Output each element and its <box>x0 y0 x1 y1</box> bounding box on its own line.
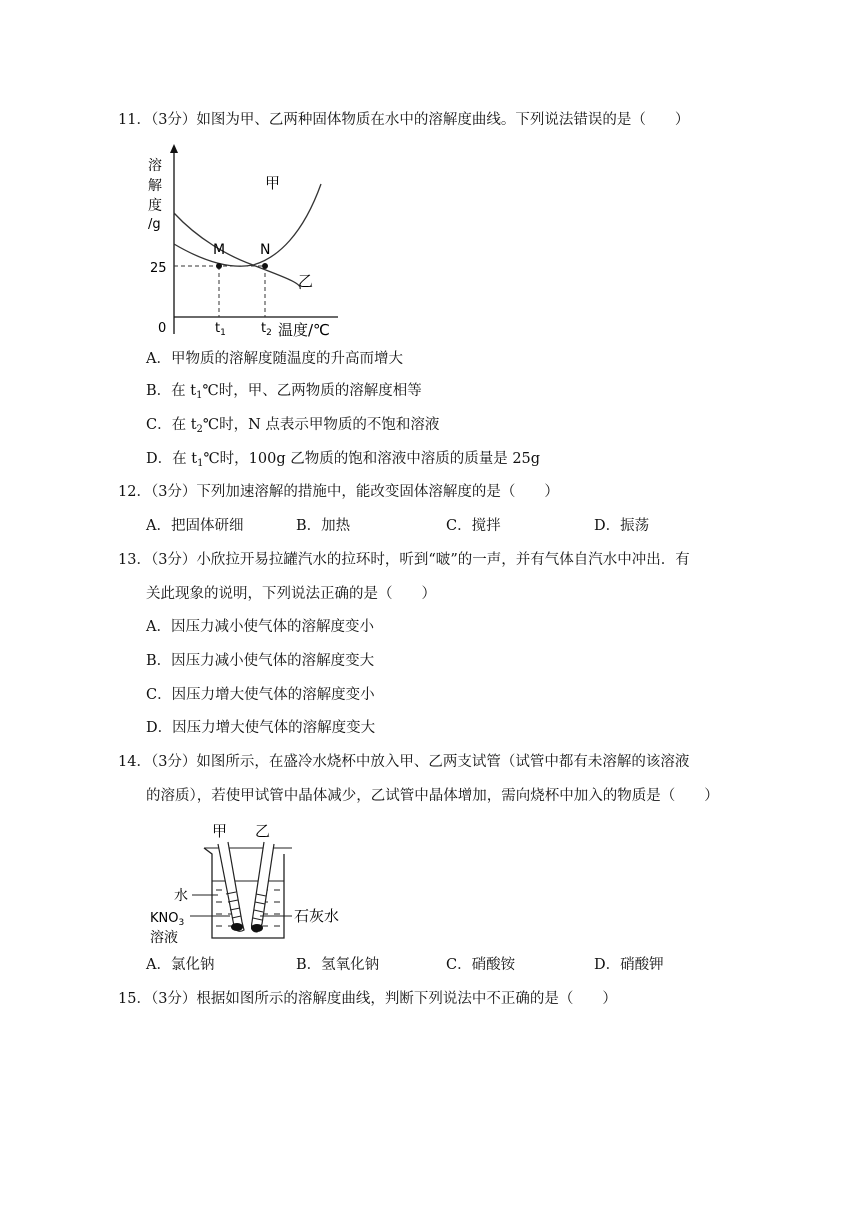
q14-option-b: B．氢氧化钠 <box>296 957 380 973</box>
y-tick-25: 25 <box>150 261 167 276</box>
q13-stem-line2: 关此现象的说明，下列说法正确的是（ ） <box>146 586 436 602</box>
label-tube-yi: 乙 <box>255 822 271 840</box>
crystals-jia <box>231 923 243 931</box>
q12-option-a: A．把固体研细 <box>146 518 244 534</box>
label-yi: 乙 <box>298 272 314 290</box>
label-jia: 甲 <box>265 174 281 192</box>
q12-option-d: D．振荡 <box>594 518 650 534</box>
label-tube-jia: 甲 <box>212 822 228 840</box>
point-n <box>262 263 268 269</box>
q14-option-d: D．硝酸钾 <box>594 957 664 973</box>
label-kno3: $KNO_3$ <box>150 911 185 928</box>
beaker <box>204 848 284 938</box>
q13-option-a: A．因压力减小使气体的溶解度变小 <box>146 619 374 635</box>
y-label-char-3: 度 <box>148 198 162 214</box>
tube-jia <box>218 842 244 931</box>
tick-t1: $t_1$ <box>215 321 226 338</box>
y-label-char-1: 溶 <box>148 158 162 174</box>
origin-label: 0 <box>158 321 167 336</box>
crystals-yi <box>251 924 263 932</box>
curve-yi <box>174 213 300 289</box>
q11-solubility-figure <box>138 144 348 344</box>
q12-stem: 12．（3分）下列加速溶解的措施中，能改变固体溶解度的是（ ） <box>118 484 559 500</box>
water-dashes <box>216 890 280 926</box>
q14-option-a: A．氯化钠 <box>146 957 215 973</box>
q13-stem-line1: 13．（3分）小欣拉开易拉罐汽水的拉环时，听到“啵”的一声，并有气体自汽水中冲出．有 <box>118 552 690 568</box>
q13-option-c: C．因压力增大使气体的溶解度变小 <box>146 687 375 703</box>
q11-option-c: C．在 $t_2℃$时，N 点表示甲物质的不饱和溶液 <box>146 417 440 435</box>
label-n: N <box>260 242 271 258</box>
q13-option-d: D．因压力增大使气体的溶解度变大 <box>146 720 376 736</box>
y-label-char-2: 解 <box>148 178 162 194</box>
q12-option-c: C．搅拌 <box>446 518 501 534</box>
curve-jia <box>174 184 321 266</box>
q13-option-b: B．因压力减小使气体的溶解度变大 <box>146 653 375 669</box>
y-label-char-4: /g <box>148 217 161 232</box>
label-water: 水 <box>174 888 188 904</box>
q11-stem: 11．（3分）如图为甲、乙两种固体物质在水中的溶解度曲线。下列说法错误的是（ ） <box>118 112 690 128</box>
q14-stem-line2: 的溶质），若使甲试管中晶体减少，乙试管中晶体增加，需向烧杯中加入的物质是（ ） <box>146 788 719 804</box>
q14-option-c: C．硝酸铵 <box>446 957 516 973</box>
q11-option-b: B．在 $t_1℃$时，甲、乙两物质的溶解度相等 <box>146 383 422 401</box>
tube-yi <box>251 842 274 932</box>
tick-t2: $t_2$ <box>261 321 272 338</box>
q14-stem-line1: 14．（3分）如图所示，在盛冷水烧杯中放入甲、乙两支试管（试管中都有未溶解的该溶液 <box>118 754 690 770</box>
q12-option-b: B．加热 <box>296 518 351 534</box>
q15-stem: 15．（3分）根据如图所示的溶解度曲线，判断下列说法中不正确的是（ ） <box>118 991 617 1007</box>
label-limewater: 石灰水 <box>294 907 340 925</box>
q11-option-a: A．甲物质的溶解度随温度的升高而增大 <box>146 351 403 367</box>
y-axis-arrow <box>170 144 178 153</box>
label-m: M <box>213 242 226 258</box>
x-axis-label: 温度/℃ <box>278 321 330 339</box>
q11-option-d: D．在 $t_1℃$时，100g 乙物质的饱和溶液中溶质的质量是 25g <box>146 451 541 469</box>
q14-beaker-figure <box>142 818 362 948</box>
point-m <box>216 263 222 269</box>
label-solution: 溶液 <box>150 930 178 946</box>
